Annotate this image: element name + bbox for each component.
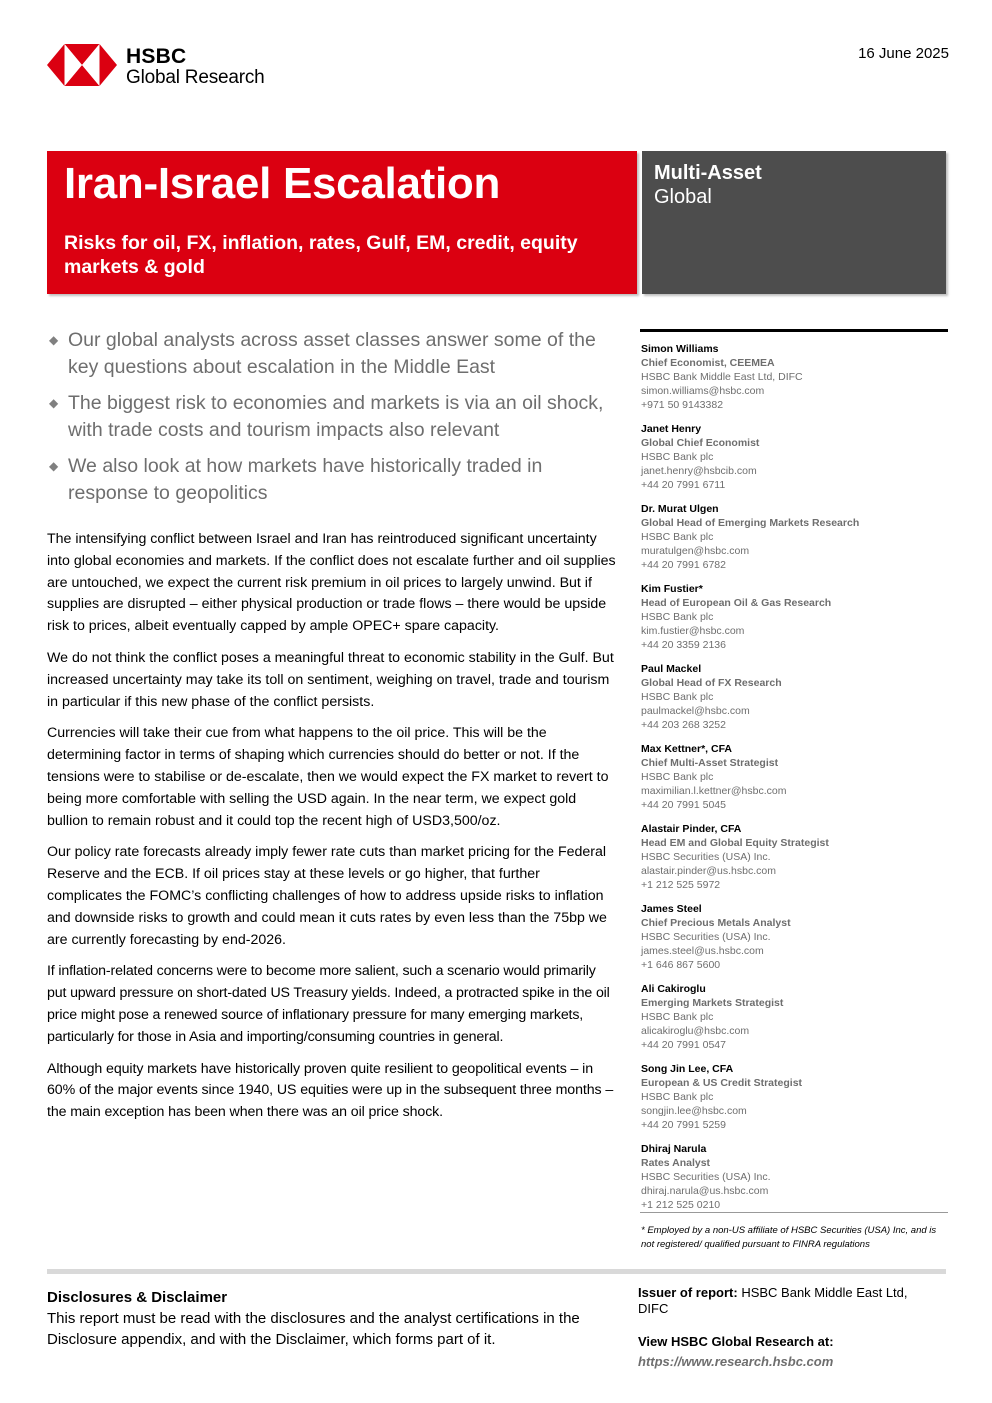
title-banner	[47, 151, 637, 294]
analyst-card	[641, 502, 951, 572]
analyst-company: HSBC Bank plc	[641, 1091, 714, 1103]
analyst-card	[641, 342, 951, 412]
analyst-name: Song Jin Lee, CFA	[641, 1063, 734, 1075]
analyst-company: HSBC Securities (USA) Inc.	[641, 931, 771, 943]
analyst-company: HSBC Bank plc	[641, 531, 714, 543]
analyst-phone: +44 20 7991 6782	[641, 559, 726, 571]
analyst-name: Ali Cakiroglu	[641, 983, 706, 995]
logo-brand: HSBC	[126, 45, 187, 68]
analyst-phone: +1 646 867 5600	[641, 959, 721, 971]
analyst-name: Janet Henry	[641, 423, 702, 435]
analyst-title: Head EM and Global Equity Strategist	[641, 837, 829, 849]
analyst-email[interactable]: dhiraj.narula@us.hsbc.com	[641, 1185, 769, 1197]
hsbc-logo	[47, 44, 287, 90]
analyst-company: HSBC Securities (USA) Inc.	[641, 851, 771, 863]
analyst-name: James Steel	[641, 903, 702, 915]
body-text	[47, 529, 617, 1134]
analyst-title: European & US Credit Strategist	[641, 1077, 803, 1089]
analyst-name: Dhiraj Narula	[641, 1143, 707, 1155]
analyst-title: Global Chief Economist	[641, 437, 760, 449]
analyst-title: Rates Analyst	[641, 1157, 711, 1169]
analyst-title: Global Head of FX Research	[641, 677, 782, 689]
issuer-value: HSBC Bank Middle East Ltd, DIFC	[638, 1285, 908, 1316]
analyst-name: Dr. Murat Ulgen	[641, 503, 719, 515]
analyst-title: Chief Economist, CEEMEA	[641, 357, 775, 369]
body-paragraph: We do not think the conflict poses a meaningful threat to economic stability in the Gulf. But increased uncertainty may take its toll on sentiment, weighing on travel, trade and tourism in particular if this new phase of the conflict persists.	[47, 649, 614, 710]
analyst-company: HSBC Bank plc	[641, 691, 714, 703]
analyst-title: Chief Multi-Asset Strategist	[641, 757, 779, 769]
key-point: ◆ We also look at how markets have historically traded in response to geopolitics	[49, 455, 543, 504]
analyst-email[interactable]: james.steel@us.hsbc.com	[641, 945, 764, 957]
analyst-phone: +44 20 3359 2136	[641, 639, 726, 651]
diamond-bullet-icon: ◆	[49, 333, 59, 347]
analyst-email[interactable]: songjin.lee@hsbc.com	[641, 1105, 747, 1117]
body-paragraph: If inflation-related concerns were to become more salient, such a scenario would primarily put upward pressure on short-dated US Treasury yields. Indeed, a protracted spike in the oil price might pose a renewed source of inflationary pressure for many emerging markets, particularly for those in Asia and importing/consuming countries in general.	[47, 963, 610, 1045]
analyst-title: Global Head of Emerging Markets Research	[641, 517, 860, 529]
body-paragraph: Our policy rate forecasts already imply fewer rate cuts than market pricing for the Federal Reserve and the ECB. If oil prices stay at these levels or go higher, that further complicates the FOMC’s conflicting challenges of how to address upside risks to inflation and downside risks to growth and could mean it cuts rates by even less than the 75bp we are currently forecasting by end-2026.	[47, 844, 607, 948]
analyst-card	[641, 582, 951, 652]
analyst-name: Paul Mackel	[641, 663, 702, 675]
analyst-email[interactable]: janet.henry@hsbcib.com	[641, 465, 757, 477]
key-points	[47, 327, 617, 516]
issuer-block	[638, 1285, 938, 1317]
analyst-email[interactable]: maximilian.l.kettner@hsbc.com	[641, 785, 787, 797]
analyst-card	[641, 1062, 951, 1132]
report-title: Iran-Israel Escalation	[64, 159, 501, 208]
analyst-email[interactable]: alicakiroglu@hsbc.com	[641, 1025, 750, 1037]
body-paragraph: The intensifying conflict between Israel and Iran has reintroduced significant uncertainty into global economies and markets. If the conflict does not escalate further and oil supplies are untouched, we expect the current risk premium in oil prices to largely unwind. But if supplies are disrupted – either physical production or trade flows – there would be upside risk to prices, albeit eventually capped by ample OPEC+ spare capacity.	[47, 531, 616, 635]
analyst-title: Emerging Markets Strategist	[641, 997, 784, 1009]
category-box	[642, 151, 946, 294]
analyst-list	[641, 342, 951, 1222]
analyst-phone: +44 20 7991 5045	[641, 799, 726, 811]
analyst-divider	[640, 329, 948, 332]
analyst-title: Head of European Oil & Gas Research	[641, 597, 832, 609]
analyst-card	[641, 662, 951, 732]
bottom-divider	[47, 1269, 946, 1274]
analyst-email[interactable]: kim.fustier@hsbc.com	[641, 625, 745, 637]
hsbc-hexagon-icon	[47, 44, 117, 86]
view-research-label: View HSBC Global Research at:	[638, 1334, 834, 1349]
analyst-email[interactable]: muratulgen@hsbc.com	[641, 545, 750, 557]
analyst-card	[641, 742, 951, 812]
analyst-title: Chief Precious Metals Analyst	[641, 917, 791, 929]
body-paragraph: Currencies will take their cue from what happens to the oil price. This will be the determining factor in terms of shaping which currencies should do better or not. If the tensions were to stabilise or de-escalate, then we would expect the FX market to revert to being more comfortable with selling the USD again. In the near term, we expect gold bullion to remain robust and it could top the recent high of USD3,500/oz.	[47, 725, 609, 829]
diamond-bullet-icon: ◆	[49, 396, 59, 410]
analyst-email[interactable]: alastair.pinder@us.hsbc.com	[641, 865, 776, 877]
report-subtitle: Risks for oil, FX, inflation, rates, Gulf, EM, credit, equity markets & gold	[64, 232, 578, 278]
analyst-phone: +1 212 525 5972	[641, 879, 721, 891]
analyst-card	[641, 822, 951, 892]
disclosures-text: This report must be read with the disclosures and the analyst certifications in the Disclosure appendix, and with the Disclaimer, which forms part of it.	[47, 1310, 580, 1348]
analyst-company: HSBC Bank plc	[641, 1011, 714, 1023]
body-paragraph: Although equity markets have historically proven quite resilient to geopolitical events – in 60% of the major events since 1940, US equities were up in the subsequent three months – the main exception has been when there was an oil price shock.	[47, 1060, 614, 1121]
analyst-email[interactable]: simon.williams@hsbc.com	[641, 385, 765, 397]
analyst-phone: +44 20 7991 0547	[641, 1039, 726, 1051]
analyst-company: HSBC Bank Middle East Ltd, DIFC	[641, 371, 803, 383]
analyst-card	[641, 1142, 951, 1212]
analyst-name: Kim Fustier*	[641, 583, 703, 595]
analyst-company: HSBC Bank plc	[641, 611, 714, 623]
disclosures-title: Disclosures & Disclaimer	[47, 1289, 228, 1306]
analyst-card	[641, 422, 951, 492]
analyst-phone: +44 20 7991 6711	[641, 479, 726, 491]
report-date: 16 June 2025	[858, 45, 949, 62]
footnote-divider	[640, 1212, 948, 1213]
analyst-card	[641, 902, 951, 972]
category-title: Multi-Asset	[654, 162, 762, 184]
analyst-phone: +971 50 9143382	[641, 399, 724, 411]
category-sub: Global	[654, 186, 712, 208]
analyst-name: Max Kettner*, CFA	[641, 743, 733, 755]
analyst-company: HSBC Securities (USA) Inc.	[641, 1171, 771, 1183]
issuer-label: Issuer of report:	[638, 1285, 738, 1300]
analyst-company: HSBC Bank plc	[641, 451, 714, 463]
analyst-card	[641, 982, 951, 1052]
finra-footnote: * Employed by a non-US affiliate of HSBC Securities (USA) Inc, and is not registered/ qualified pursuant to FINRA regulations	[641, 1225, 937, 1250]
analyst-name: Alastair Pinder, CFA	[641, 823, 742, 835]
analyst-name: Simon Williams	[641, 343, 719, 355]
key-point: ◆ The biggest risk to economies and markets is via an oil shock, with trade costs and tourism impacts also relevant	[49, 392, 604, 441]
analyst-phone: +1 212 525 0210	[641, 1199, 721, 1211]
research-url-link[interactable]: https://www.research.hsbc.com	[638, 1354, 834, 1369]
logo-subtitle: Global Research	[126, 67, 265, 88]
analyst-company: HSBC Bank plc	[641, 771, 714, 783]
diamond-bullet-icon: ◆	[49, 459, 59, 473]
analyst-phone: +44 203 268 3252	[641, 719, 726, 731]
analyst-email[interactable]: paulmackel@hsbc.com	[641, 705, 750, 717]
analyst-phone: +44 20 7991 5259	[641, 1119, 726, 1131]
key-point: ◆ Our global analysts across asset classes answer some of the key questions about escalation in the Middle East	[49, 329, 596, 378]
